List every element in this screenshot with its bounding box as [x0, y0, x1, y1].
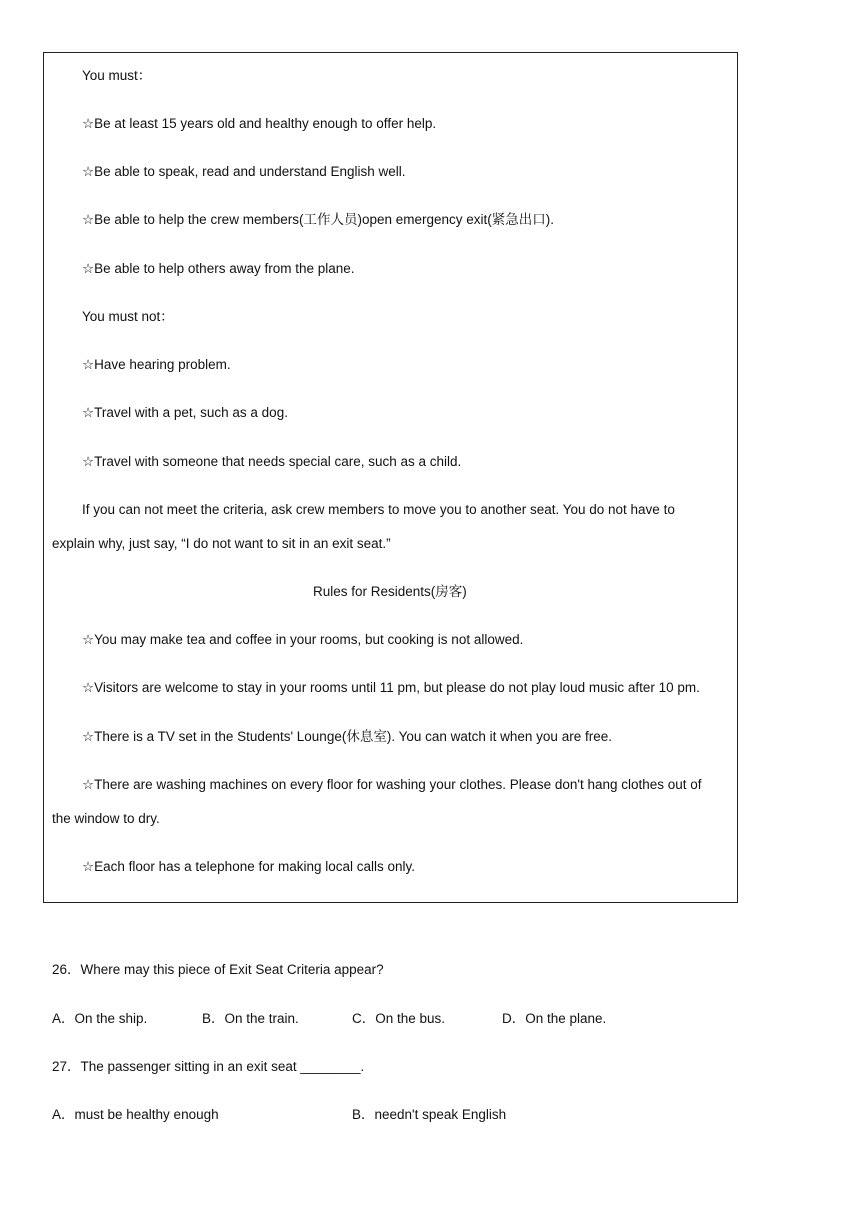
rule-item: ☆Visitors are welcome to stay in your rooms until 11 pm, but please do not play loud music after 10 pm.	[82, 680, 700, 695]
rule-item-continued: the window to dry.	[52, 811, 160, 826]
must-item: ☆Be able to speak, read and understand English well.	[82, 164, 406, 179]
must-item: ☆Be able to help others away from the plane.	[82, 261, 355, 276]
rule-item: ☆There is a TV set in the Students' Lounge(休息室). You can watch it when you are free.	[82, 729, 612, 744]
rule-item: ☆You may make tea and coffee in your rooms, but cooking is not allowed.	[82, 632, 524, 647]
question-26-option-c[interactable]: C．On the bus.	[352, 1011, 446, 1026]
must-not-item: ☆Have hearing problem.	[82, 357, 231, 372]
question-27-option-b[interactable]: B．needn't speak English	[352, 1107, 507, 1122]
you-must-heading: You must：	[82, 68, 152, 83]
rule-item: ☆There are washing machines on every floor for washing your clothes. Please don't hang clothes out of	[82, 777, 702, 792]
question-26-stem: 26．Where may this piece of Exit Seat Criteria appear?	[52, 962, 384, 977]
must-not-item: ☆Travel with a pet, such as a dog.	[82, 405, 288, 420]
must-item: ☆Be at least 15 years old and healthy enough to offer help.	[82, 116, 437, 131]
criteria-note: If you can not meet the criteria, ask crew members to move you to another seat. You do not have to	[82, 502, 675, 517]
question-26-option-d[interactable]: D．On the plane.	[502, 1011, 607, 1026]
you-must-not-heading: You must not：	[82, 309, 174, 324]
question-26-option-b[interactable]: B．On the train.	[202, 1011, 299, 1026]
must-not-item: ☆Travel with someone that needs special care, such as a child.	[82, 454, 462, 469]
question-27-option-a[interactable]: A．must be healthy enough	[52, 1107, 219, 1122]
criteria-note-continued: explain why, just say, “I do not want to sit in an exit seat.”	[52, 536, 391, 551]
question-26-option-a[interactable]: A．On the ship.	[52, 1011, 148, 1026]
rule-item: ☆Each floor has a telephone for making local calls only.	[82, 859, 416, 874]
question-27-stem: 27．The passenger sitting in an exit seat ________.	[52, 1059, 365, 1074]
rules-title: Rules for Residents(房客)	[313, 584, 467, 599]
must-item: ☆Be able to help the crew members(工作人员)open emergency exit(紧急出口).	[82, 212, 555, 227]
